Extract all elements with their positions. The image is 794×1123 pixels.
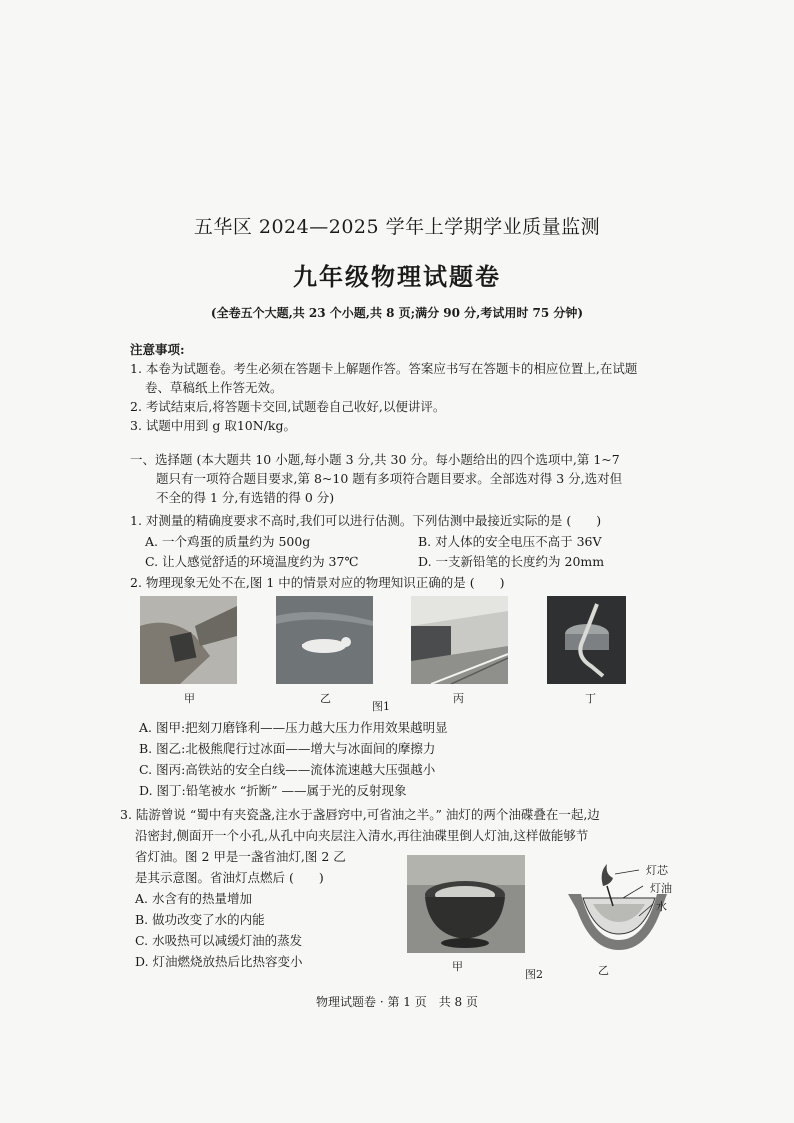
figure-1-photo-bing <box>411 596 508 684</box>
diagram-label-oil: 灯油 <box>650 882 672 895</box>
figure-2-photo-oil-lamp <box>407 855 525 953</box>
question-1-option-b: B. 对人体的安全电压不高于 36V <box>418 534 602 549</box>
question-2-option-d: D. 图丁:铅笔被水 “折断” ——属于光的反射现象 <box>139 783 407 798</box>
notice-heading: 注意事项: <box>130 342 185 357</box>
diagram-label-water: 水 <box>656 900 667 913</box>
question-3-option-c: C. 水吸热可以减缓灯油的蒸发 <box>135 933 303 948</box>
notice-item: 2. 考试结束后,将答题卡交回,试题卷自己收好,以便讲评。 <box>130 399 446 414</box>
notice-item: 3. 试题中用到 g 取10N/kg。 <box>130 418 296 433</box>
question-2-stem: 2. 物理现象无处不在,图 1 中的情景对应的物理知识正确的是 ( ) <box>130 575 505 590</box>
page-footer: 物理试题卷 · 第 1 页 共 8 页 <box>316 995 478 1009</box>
notice-item: 卷、草稿纸上作答无效。 <box>145 380 283 395</box>
section-heading: 一、选择题 (本大题共 10 小题,每小题 3 分,共 30 分。每小题给出的四个选项中,第 1~7 <box>130 452 620 467</box>
question-3-stem: 沿密封,侧面开一个小孔,从孔中向夹层注入清水,再往油碟里倒人灯油,这样做能够节 <box>135 828 589 843</box>
question-1-option-d: D. 一支新铅笔的长度约为 20mm <box>418 554 605 569</box>
question-2-option-c: C. 图丙:高铁站的安全白线——流体流速越大压强越小 <box>139 762 436 777</box>
question-3-option-a: A. 水含有的热量增加 <box>135 891 252 906</box>
notice-item: 1. 本卷为试题卷。考生必须在答题卡上解题作答。答案应书写在答题卡的相应位置上,在试题 <box>130 361 638 376</box>
figure-1-label-bing: 丙 <box>453 692 464 705</box>
question-3-option-d: D. 灯油燃烧放热后比热容变小 <box>135 954 303 969</box>
question-1-stem: 1. 对测量的精确度要求不高时,我们可以进行估测。下列估测中最接近实际的是 ( ) <box>130 513 602 528</box>
figure-1-label-ding: 丁 <box>585 692 596 705</box>
figure-1-photo-yi <box>276 596 373 684</box>
figure-2-label-yi: 乙 <box>598 964 609 977</box>
figure-1-photo-jia <box>140 596 237 684</box>
section-instruction: 题只有一项符合题目要求,第 8~10 题有多项符合题目要求。全部选对得 3 分,选对但 <box>156 471 623 486</box>
section-instruction: 不全的得 1 分,有选错的得 0 分) <box>156 490 335 505</box>
question-3-option-b: B. 做功改变了水的内能 <box>135 912 265 927</box>
figure-2-label-jia: 甲 <box>452 960 463 973</box>
question-3-stem: 3. 陆游曾说 “蜀中有夹瓷盏,注水于盏唇窍中,可省油之半。” 油灯的两个油碟叠在一起,边 <box>120 807 600 822</box>
figure-1-label-yi: 乙 <box>320 692 331 705</box>
question-3-stem: 省灯油。图 2 甲是一盏省油灯,图 2 乙 <box>135 849 346 864</box>
figure-1-photo-ding <box>547 596 626 684</box>
question-1-option-a: A. 一个鸡蛋的质量约为 500g <box>145 534 311 549</box>
question-2-option-b: B. 图乙:北极熊爬行过冰面——增大与冰面间的摩擦力 <box>139 741 436 756</box>
exam-title: 五华区 2024—2025 学年上学期学业质量监测 <box>193 216 601 238</box>
figure-1-label-jia: 甲 <box>184 692 195 705</box>
exam-subject-title: 九年级物理试题卷 <box>293 262 501 291</box>
diagram-label-wick: 灯芯 <box>646 864 668 877</box>
figure-1-caption: 图1 <box>372 700 390 713</box>
question-3-stem: 是其示意图。省油灯点燃后 ( ) <box>135 870 324 885</box>
exam-subtitle: (全卷五个大题,共 23 个小题,共 8 页;满分 90 分,考试用时 75 分钟) <box>210 306 584 320</box>
figure-2-caption: 图2 <box>525 968 543 981</box>
question-2-option-a: A. 图甲:把刻刀磨锋利——压力越大压力作用效果越明显 <box>139 720 448 735</box>
question-1-option-c: C. 让人感觉舒适的环境温度约为 37℃ <box>145 554 359 569</box>
